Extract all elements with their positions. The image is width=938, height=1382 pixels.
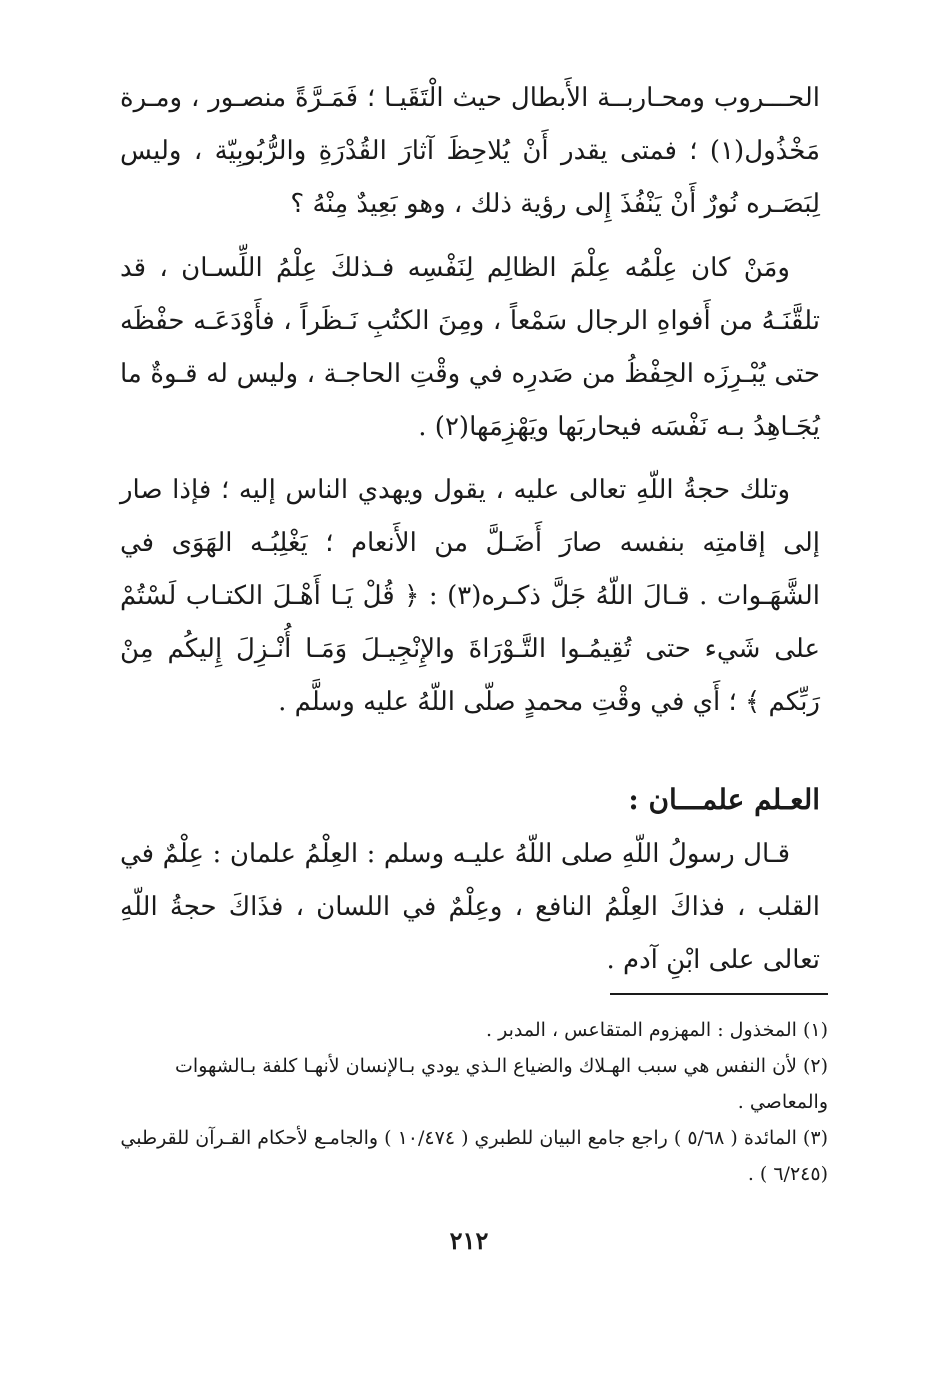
section-heading: العـلم علمـــان : <box>628 783 820 816</box>
page-number: ٢١٢ <box>449 1226 489 1255</box>
paragraph-4 <box>120 828 820 987</box>
footnote-2: (٢) لأن النفس هي سبب الهـلاك والضياع الـذي يودي بـالإنسان لأنهـا كلفة بـالشهوات والمعاصي . <box>175 1055 828 1113</box>
paragraph-1-text: الحـــروب ومحـاربــة الأَبطال حيث الْتَقَيـا ؛ فَمَـرَّةً منصـور ، ومـرة مَخْذُول(١) ؛ فمتى يقدر أَنْ يُلاحِظَ آثارَ القُدْرَةِ والرُّبُوبِيّة ، وليس لِبَصَـره نُورٌ أَنْ يَنْفُذَ إِلى رؤية ذلك ، وهو بَعِيدٌ مِنْهُ ؟ <box>120 83 820 219</box>
paragraph-2 <box>120 242 820 454</box>
footnote-divider <box>610 993 828 995</box>
footnote-1: (١) المخذول : المهزوم المتقاعس ، المدبر . <box>486 1019 828 1041</box>
paragraph-2-text: ومَنْ كان عِلْمُه عِلْمَ الظالِم لِنَفْسِه فـذلكَ عِلْمُ اللِّسـان ، قد تلقَّنَـهُ من أَفواهِ الرجال سَمْعاً ، ومِنَ الكتُبِ نَـظَراً ، فأَوْدَعَـه حفْظَه حتى يُبْـرِزَه الحِفْظُ من صَدرِه في وقْتِ الحاجـة ، وليس له قـوةٌ ما يُجَـاهِدُ بـه نَفْسَه فيحاربَها ويَهْزِمَها(٢) . <box>120 253 820 442</box>
paragraph-3 <box>120 464 820 729</box>
paragraph-4-text: قـال رسولُ اللّهِ صلى اللّهُ عليـه وسلم : العِلْمُ علمان : عِلْمٌ في القلب ، فذاكَ العِلْمُ النافع ، وعِلْمٌ في اللسان ، فذَاكَ حجةُ اللّهِ تعالى على ابْنِ آدم . <box>120 839 820 975</box>
footnotes-list <box>108 1012 828 1192</box>
paragraph-3-text: وتلك حجةُ اللّهِ تعالى عليه ، يقول ويهدي الناس إليه ؛ فإذا صار إلى إقامتِه بنفسه صارَ أَضَـلَّ من الأَنعام ؛ يَغْلِبُـه الهَوَى في الشَّهَـوات . قـالَ اللّهُ جَلَّ ذكـره(٣) : ﴿ قُلْ يَـا أَهْـلَ الكتـاب لَسْتُمْ على شَيء حتى تُقِيمُـوا التَّـوْرَاةَ والإِنْجِيـلَ وَمَـا أُنْـزِلَ إِليكُم مِنْ رَبِّكم ﴾ ؛ أَي في وقْتِ محمدٍ صلّى اللّهُ عليه وسلَّم . <box>120 475 820 717</box>
paragraph-1 <box>120 72 820 231</box>
footnote-3: (٣) المائدة ( ٥/٦٨ ) راجع جامع البيان للطبري ( ١٠/٤٧٤ ) والجامـع لأحكام القـرآن للقرطبي (٦/٢٤٥ ) . <box>120 1127 828 1185</box>
